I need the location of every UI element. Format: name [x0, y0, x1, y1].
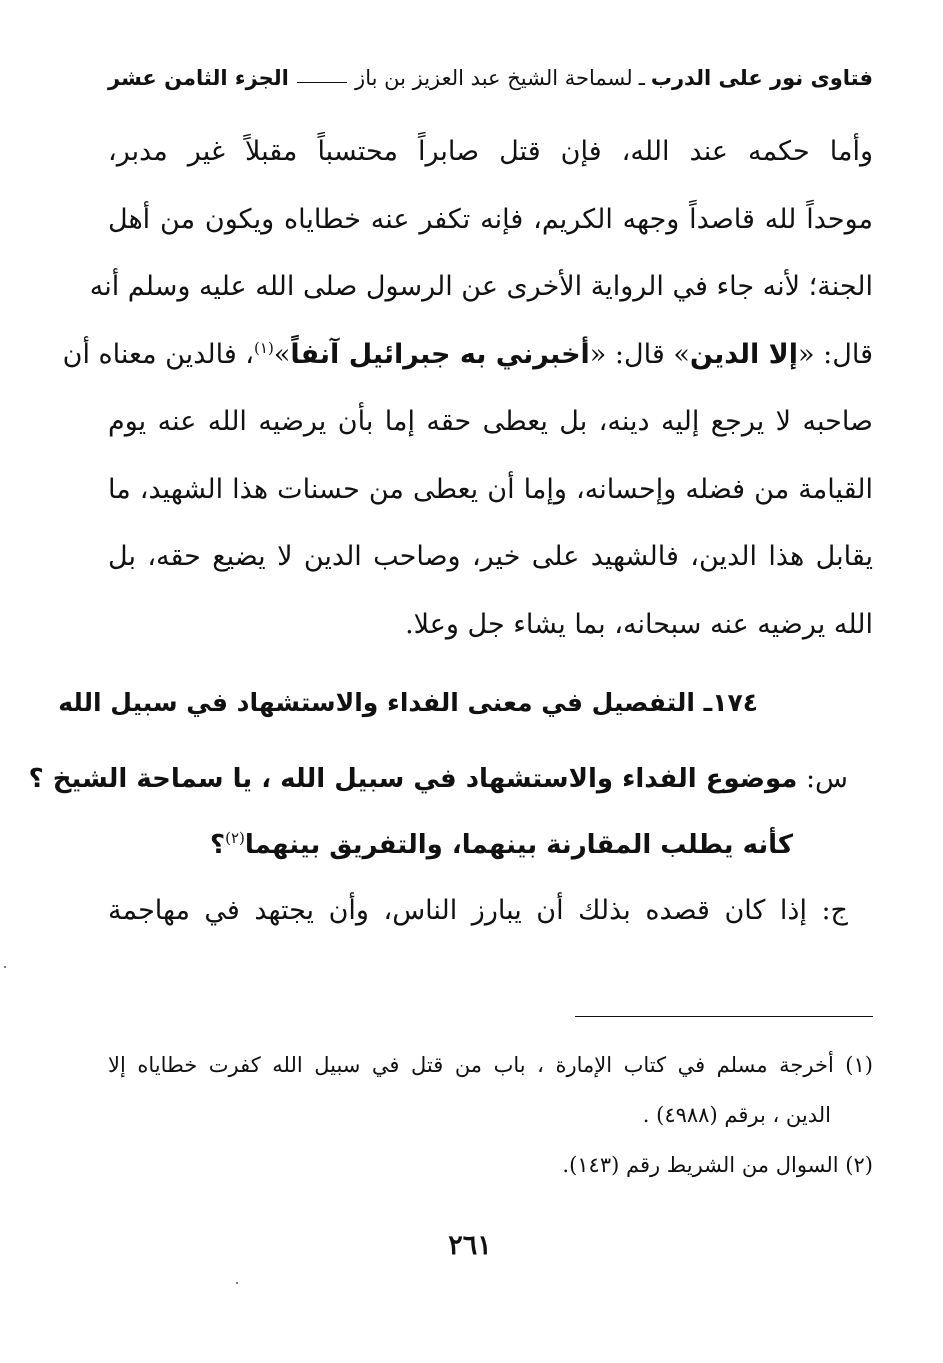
footnote-ref-2: (٢)	[225, 829, 245, 847]
body-line: الجنة؛ لأنه جاء في الرواية الأخرى عن الرسول صلى الله عليه وسلم أنه	[89, 271, 873, 302]
body-text	[62, 118, 873, 658]
body-line: موحداً لله قاصداً وجهه الكريم، فإنه تكفر عنه خطاياه ويكون من أهل	[108, 203, 873, 235]
footnote-2: (٢) السوال من الشريط رقم (١٤٣).	[562, 1153, 873, 1177]
footnote-1: (١) أخرجة مسلم في كتاب الإمارة ، باب من قتل في سبيل الله كفرت خطاياه إلا	[108, 1053, 873, 1077]
question-prefix: س:	[797, 763, 848, 794]
question-mark: ؟	[210, 830, 226, 860]
body-line-with-quotes	[62, 321, 873, 389]
footnote-1-continued: الدين ، برقم (٤٩٨٨) .	[642, 1103, 831, 1127]
author-name: لسماحة الشيخ عبد العزيز بن باز	[355, 66, 633, 90]
question-answer	[28, 746, 848, 944]
running-header	[108, 58, 873, 98]
header-dash: ـ	[638, 66, 645, 90]
question-line-1	[28, 746, 848, 812]
body-line: يقابل هذا الدين، فالشهيد على خير، وصاحب الدين لا يضيع حقه، بل	[108, 541, 873, 572]
footnote-divider	[575, 1016, 873, 1017]
book-title: فتاوى نور على الدرب	[650, 66, 873, 90]
hadith-quote-1: إلا الدين	[689, 338, 799, 370]
question-text: موضوع الفداء والاستشهاد في سبيل الله ، يا سماحة الشيخ ؟	[28, 764, 798, 794]
volume-label: الجزء الثامن عشر	[108, 66, 289, 90]
body-line: صاحبه لا يرجع إليه دينه، بل يعطى حقه إما بأن يرضيه الله عنه يوم	[108, 406, 873, 437]
footnote-ref-1: (١)	[254, 338, 274, 357]
quote-tail: ، فالدين معناه أن	[62, 338, 255, 370]
answer-line: ج: إذا كان قصده بذلك أن يبارز الناس، وأن يجتهد في مهاجمة	[108, 895, 848, 926]
page-number: ٢٦١	[448, 1230, 492, 1261]
quote-close: »	[273, 338, 291, 370]
hadith-quote-2: أخبرني به جبرائيل آنفاً	[290, 338, 590, 370]
body-line: وأما حكمه عند الله، فإن قتل صابراً محتسباً مقبلاً غير مدبر،	[108, 136, 873, 167]
quote-intro: قال: «	[798, 338, 873, 370]
footnotes	[108, 1040, 873, 1190]
question-line-2	[108, 812, 848, 878]
section-heading: ١٧٤ـ التفصيل في معنى الفداء والاستشهاد في سبيل الله	[58, 688, 758, 717]
quote-middle: » قال: «	[589, 338, 690, 370]
scan-speck	[236, 1282, 238, 1284]
scan-speck	[4, 966, 6, 968]
question-text-cont: كأنه يطلب المقارنة بينهما، والتفريق بينهما	[244, 830, 793, 860]
header-rule	[297, 82, 347, 83]
body-line: الله يرضيه عنه سبحانه، بما يشاء جل وعلا.	[405, 608, 873, 640]
body-line: القيامة من فضله وإحسانه، وإما أن يعطى من حسنات هذا الشهيد، ما	[108, 473, 873, 505]
